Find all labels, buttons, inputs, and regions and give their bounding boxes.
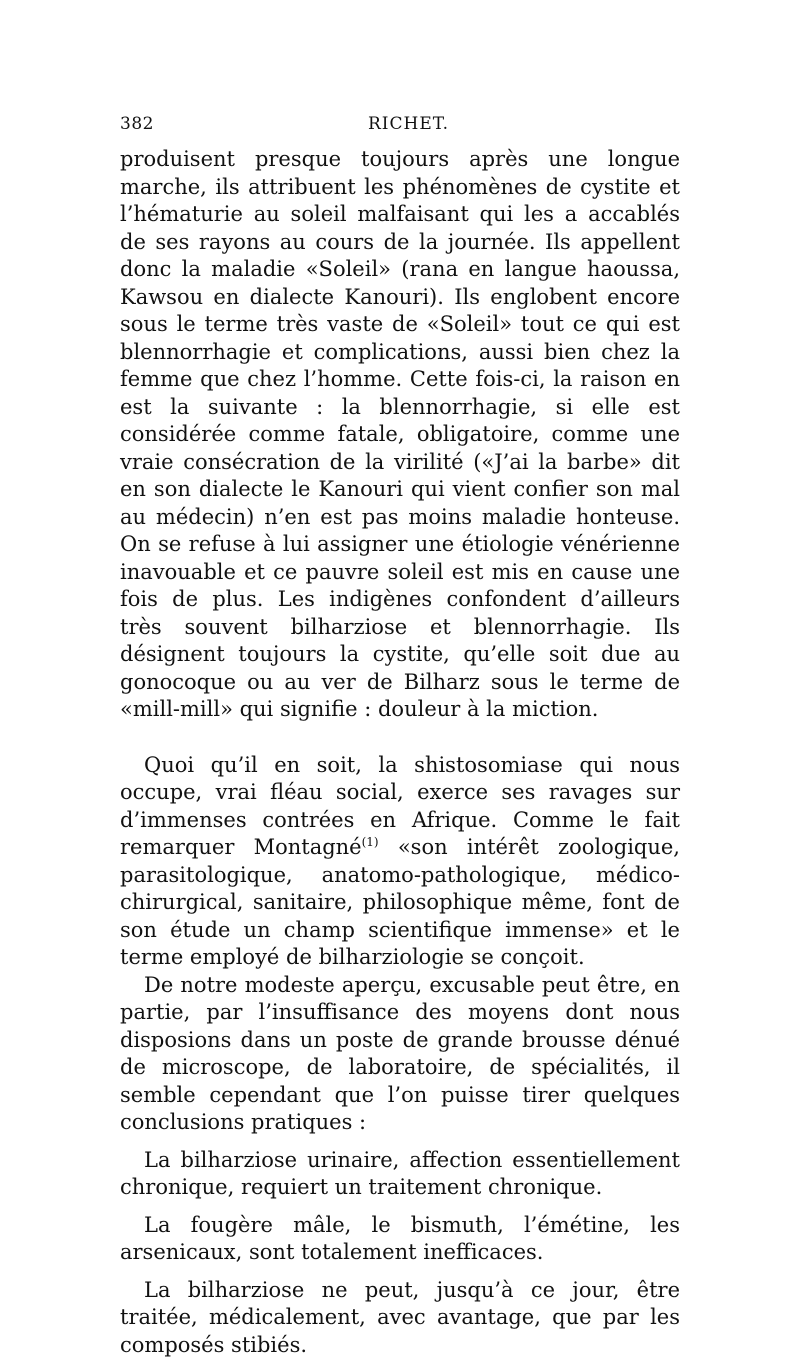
conclusion-2: La fougère mâle, le bismuth, l’émétine, les arsenicaux, sont totalement inefficaces. — [120, 1212, 680, 1267]
footnote-reference: (1) — [362, 835, 379, 849]
conclusion-3: La bilharziose ne peut, jusqu’à ce jour, être traitée, médicalement, avec avantage, que par les composés stibiés. — [120, 1277, 680, 1359]
conclusion-1: La bilharziose urinaire, affection essentiellement chronique, requiert un traitement chronique. — [120, 1147, 680, 1202]
body-text — [120, 146, 680, 1359]
paragraph-3: De notre modeste aperçu, excusable peut être, en partie, par l’insuffisance des moyens dont nous disposions dans un poste de grande brousse dénué de microscope, de laboratoire, de spécialités, il semble cependant que l’on puisse tirer quelques conclusions pratiques : — [120, 972, 680, 1137]
document-page — [120, 110, 680, 1359]
page-number: 382 — [120, 114, 154, 134]
running-title: RICHET. — [368, 114, 449, 134]
paragraph-1: produisent presque toujours après une longue marche, ils attribuent les phénomènes de cystite et l’hématurie au soleil malfaisant qui les a accablés de ses rayons au cours de la journée. Ils appellent donc la maladie «Soleil» (rana en langue haoussa, Kawsou en dialecte Kanouri). Ils englobent encore sous le terme très vaste de «Soleil» tout ce qui est blennorrhagie et complications, aussi bien chez la femme que chez l’homme. Cette fois-ci, la raison en est la suivante : la blennorrhagie, si elle est considérée comme fatale, obligatoire, comme une vraie consécration de la virilité («J’ai la barbe» dit en son dialecte le Kanouri qui vient confier son mal au médecin) n’en est pas moins maladie honteuse. On se refuse à lui assigner une étiologie vénérienne inavouable et ce pauvre soleil est mis en cause une fois de plus. Les indigènes confondent d’ailleurs très souvent bilharziose et blennorrhagie. Ils désignent toujours la cystite, qu’elle soit due au gonocoque ou au ver de Bilharz sous le terme de «mill-mill» qui signifie : douleur à la miction. — [120, 146, 680, 724]
paragraph-2 — [120, 752, 680, 972]
paragraph-2-rest: «son intérêt zoologique, parasitologique, anatomo-pathologique, médico-chirurgical, sanitaire, philosophique même, font de son étude un champ scientifique immense» et le terme employé de bilharziologie se conçoit. — [120, 835, 680, 969]
paragraph-2-start: Quoi qu’il en soit, la shistosomiase qui nous occupe, vrai fléau social, exerce ses ravages sur d’immenses contrées en Afrique. Comme le fait remarquer Montagné — [120, 753, 680, 860]
page-header — [120, 110, 680, 146]
